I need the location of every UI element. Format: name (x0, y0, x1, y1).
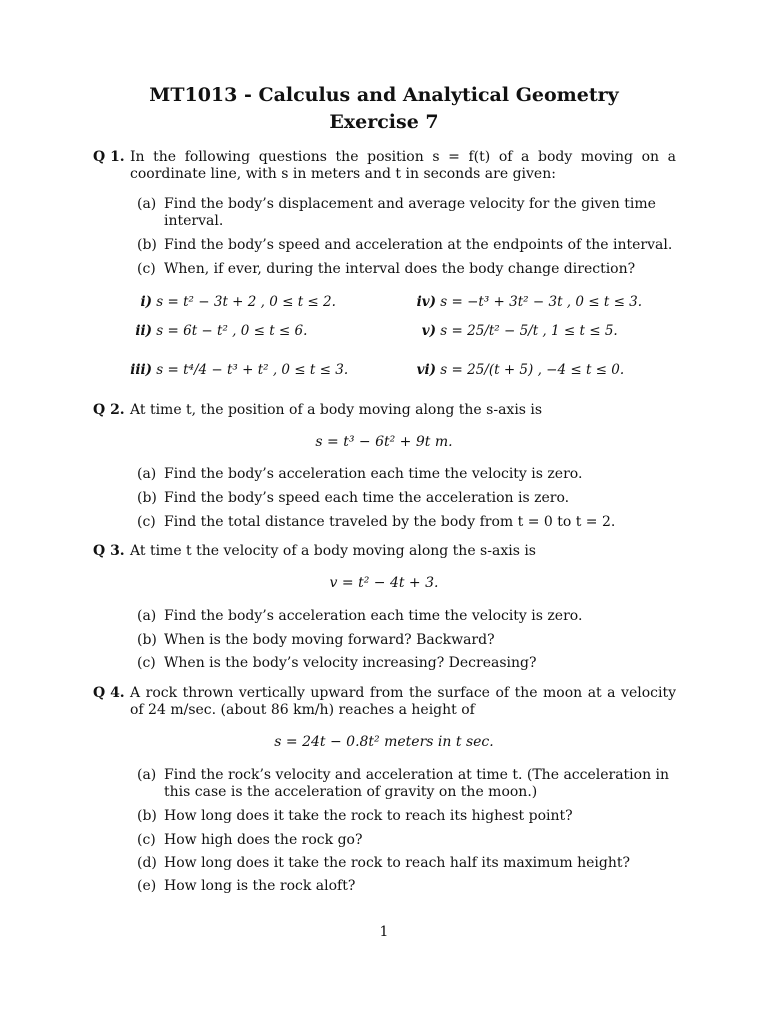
item-label: (a) (137, 767, 157, 783)
item-label: (a) (137, 196, 157, 212)
question-4 (93, 685, 676, 719)
question-text: In the following questions the position s = f(t) of a body moving on a coordinate line, with s in meters and t in seconds are given: (130, 149, 676, 182)
q3-item-b (137, 632, 677, 649)
item-label: (b) (137, 632, 157, 648)
page-number: 1 (379, 924, 389, 940)
item-label: (d) (137, 855, 157, 871)
question-2 (93, 402, 676, 419)
item-label: (b) (137, 808, 157, 824)
question-text: A rock thrown vertically upward from the surface of the moon at a velocity of 24 m/sec. (about 86 km/h) reaches a height of (130, 685, 676, 718)
question-number: Q 1. (93, 149, 125, 165)
document-title: MT1013 - Calculus and Analytical Geometry (149, 84, 619, 106)
item-label: (c) (137, 832, 156, 848)
item-label: (c) (137, 514, 156, 530)
q2-equation: s = t³ − 6t² + 9t m. (315, 434, 453, 450)
q4-item-b (137, 808, 677, 825)
part-expression: s = t² − 3t + 2 , 0 ≤ t ≤ 2. (156, 294, 336, 310)
question-number: Q 2. (93, 402, 125, 418)
part-label: iv) (416, 294, 436, 310)
item-label: (c) (137, 261, 156, 277)
item-text: Find the body’s acceleration each time the velocity is zero. (164, 466, 583, 482)
q1-part-v (402, 323, 618, 339)
q1-part-i (118, 294, 336, 310)
q1-part-ii (118, 323, 307, 339)
q3-item-a (137, 608, 677, 625)
item-label: (c) (137, 655, 156, 671)
item-text: Find the body’s speed each time the acceleration is zero. (164, 490, 570, 506)
question-text: At time t the velocity of a body moving along the s-axis is (130, 543, 536, 559)
item-label: (e) (137, 878, 157, 894)
part-label: ii) (135, 323, 152, 339)
q3-item-c (137, 655, 677, 672)
item-label: (b) (137, 237, 157, 253)
part-label: v) (421, 323, 436, 339)
question-1 (93, 149, 676, 183)
part-label: i) (140, 294, 152, 310)
item-text: Find the body’s acceleration each time the velocity is zero. (164, 608, 583, 624)
item-text: Find the body’s displacement and average velocity for the given time interval. (164, 196, 656, 229)
item-text: When, if ever, during the interval does the body change direction? (164, 261, 636, 277)
item-text: When is the body’s velocity increasing? Decreasing? (164, 655, 537, 671)
q4-item-c (137, 832, 677, 849)
question-number: Q 4. (93, 685, 125, 701)
item-text: How long is the rock aloft? (164, 878, 356, 894)
q2-item-c (137, 514, 677, 531)
q2-item-b (137, 490, 677, 507)
part-label: vi) (416, 362, 436, 378)
q4-item-a (137, 767, 677, 801)
part-expression: s = 6t − t² , 0 ≤ t ≤ 6. (156, 323, 308, 339)
part-expression: s = 25/t² − 5/t , 1 ≤ t ≤ 5. (440, 323, 618, 339)
q1-part-iii (118, 362, 348, 378)
exercise-title: Exercise 7 (329, 111, 439, 133)
part-expression: s = t⁴/4 − t³ + t² , 0 ≤ t ≤ 3. (156, 362, 349, 378)
q1-item-a (137, 196, 677, 230)
item-label: (a) (137, 608, 157, 624)
item-text: Find the total distance traveled by the body from t = 0 to t = 2. (164, 514, 616, 530)
q1-part-iv (402, 294, 642, 310)
item-label: (b) (137, 490, 157, 506)
item-text: How long does it take the rock to reach its highest point? (164, 808, 573, 824)
question-3 (93, 543, 676, 560)
q4-item-d (137, 855, 677, 872)
question-text: At time t, the position of a body moving along the s-axis is (130, 402, 543, 418)
q1-item-c (137, 261, 677, 278)
question-number: Q 3. (93, 543, 125, 559)
item-label: (a) (137, 466, 157, 482)
part-expression: s = −t³ + 3t² − 3t , 0 ≤ t ≤ 3. (440, 294, 643, 310)
part-expression: s = 25/(t + 5) , −4 ≤ t ≤ 0. (440, 362, 625, 378)
item-text: Find the body’s speed and acceleration at the endpoints of the interval. (164, 237, 673, 253)
item-text: Find the rock’s velocity and acceleration at time t. (The acceleration in this case is the acceleration of gravity on the moon.) (164, 767, 670, 800)
part-label: iii) (130, 362, 152, 378)
q1-item-b (137, 237, 677, 254)
q3-equation: v = t² − 4t + 3. (329, 575, 439, 591)
q4-item-e (137, 878, 677, 895)
item-text: When is the body moving forward? Backward? (164, 632, 495, 648)
q2-item-a (137, 466, 677, 483)
q4-equation: s = 24t − 0.8t² meters in t sec. (274, 734, 494, 750)
item-text: How long does it take the rock to reach half its maximum height? (164, 855, 630, 871)
q1-part-vi (402, 362, 624, 378)
item-text: How high does the rock go? (164, 832, 363, 848)
